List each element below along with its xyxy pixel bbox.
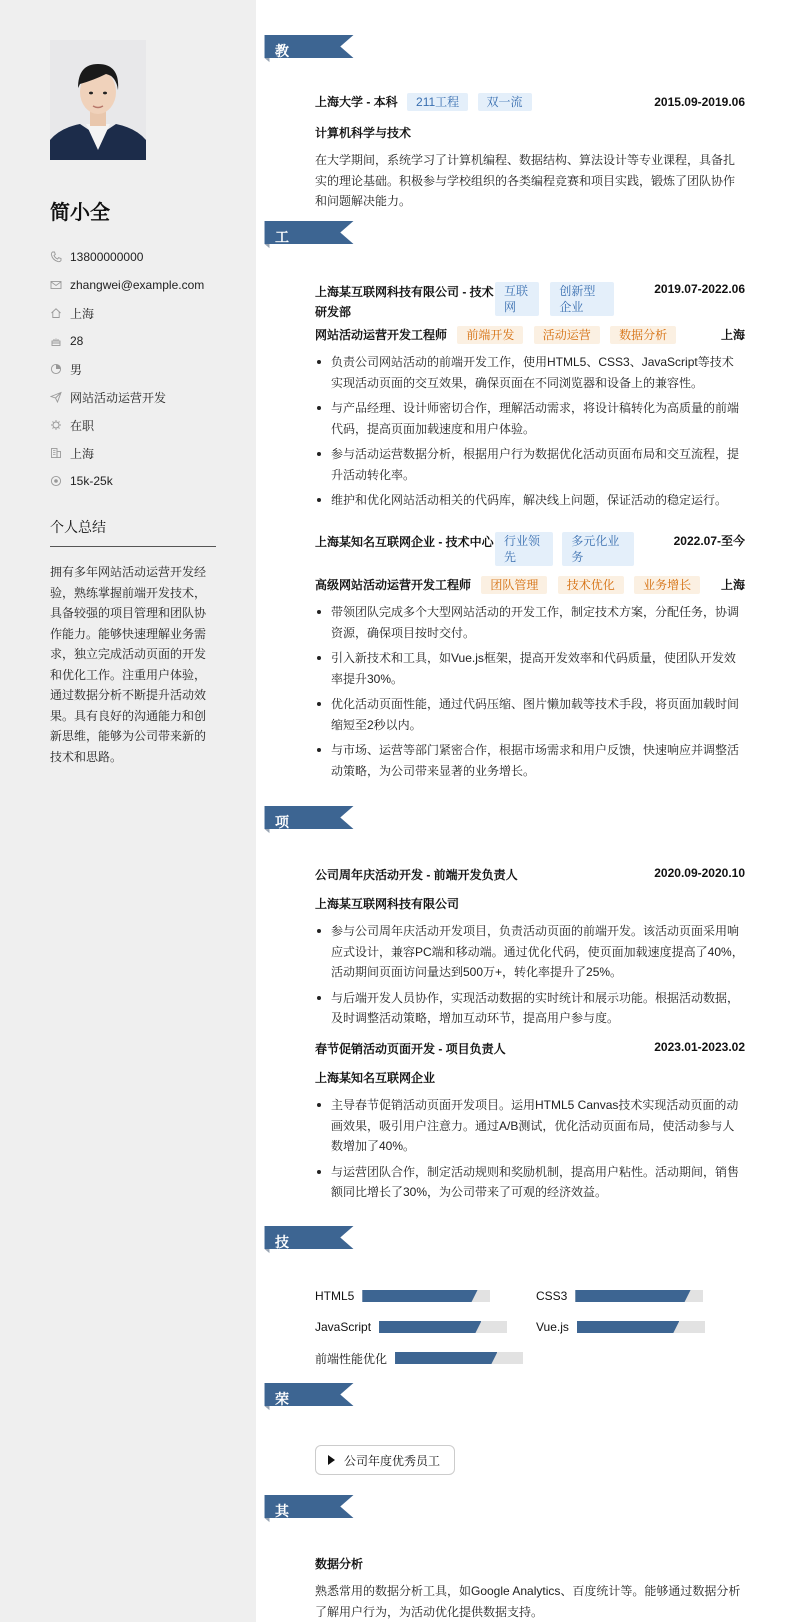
skill-item	[315, 1351, 523, 1365]
list-item: 维护和优化网站活动相关的代码库，解决线上问题，保证活动的稳定运行。	[315, 490, 745, 511]
contact-email-value: zhangwei@example.com	[70, 278, 205, 292]
list-item: 优化活动页面性能，通过代码压缩、图片懒加载等技术手段，将页面加载时间缩短至2秒以内。	[315, 694, 745, 735]
send-icon	[50, 391, 62, 403]
skill-name: HTML5	[315, 1289, 355, 1303]
work-date: 2022.07-至今	[673, 534, 745, 548]
school-name: 上海大学 - 本科	[315, 95, 398, 109]
contact-status-value: 在职	[70, 418, 95, 433]
contact-city	[50, 439, 220, 467]
work-role-row	[315, 326, 745, 346]
other-desc: 熟悉常用的数据分析工具，如Google Analytics、百度统计等。能够通过数据分析了解用户行为，为活动优化提供数据支持。	[315, 1584, 741, 1619]
list-item: 参与活动运营数据分析，根据用户行为数据优化活动页面布局和交互流程，提升活动转化率。	[315, 444, 745, 485]
skill-bar	[379, 1321, 507, 1333]
phone-icon	[50, 251, 62, 263]
education-desc: 在大学期间，系统学习了计算机编程、数据结构、算法设计等专业课程，具备扎实的理论基础。积极参与学校组织的各类编程竞赛和项目实践，锻炼了团队协作和问题解决能力。	[315, 153, 736, 208]
work-company: 上海某知名互联网企业 - 技术中心	[315, 535, 494, 549]
work-date: 2019.07-2022.06	[654, 282, 745, 296]
section-skills-title: 技能专长	[275, 1234, 289, 1310]
skill-item	[315, 1289, 490, 1303]
work-tag: 行业领先	[495, 532, 553, 566]
skill-bar	[577, 1321, 705, 1333]
list-item: 负责公司网站活动的前端开发工作，使用HTML5、CSS3、JavaScript等技术实现活动页面的交互效果，确保页面在不同浏览器和设备上的兼容性。	[315, 352, 745, 393]
section-work-title: 工作经历	[275, 229, 289, 305]
skill-name: JavaScript	[315, 1320, 372, 1334]
avatar	[50, 40, 146, 160]
skill-name: 前端性能优化	[315, 1351, 388, 1366]
list-item: 带领团队完成多个大型网站活动的开发工作，制定技术方案，分配任务，协调资源，确保项目按时交付。	[315, 602, 745, 643]
list-item: 主导春节促销活动页面开发项目。运用HTML5 Canvas技术实现活动页面的动画效果，吸引用户注意力。通过A/B测试，优化活动页面布局，使活动参与人数增加了40%。	[315, 1095, 745, 1157]
role-tag: 前端开发	[457, 326, 523, 344]
project-header	[315, 866, 745, 884]
contact-salary	[50, 467, 220, 495]
work-role: 网站活动运营开发工程师	[315, 328, 448, 342]
project-date: 2020.09-2020.10	[654, 866, 745, 880]
work-tags	[495, 282, 625, 316]
education-header	[315, 93, 745, 113]
play-icon	[328, 1455, 335, 1465]
section-flag	[255, 1383, 363, 1411]
work-tag: 创新型企业	[550, 282, 614, 316]
section-flag	[255, 1495, 363, 1523]
project-title: 公司周年庆活动开发 - 前端开发负责人	[315, 868, 518, 882]
sidebar	[0, 0, 256, 1622]
work-bullets	[315, 352, 745, 516]
section-education-title: 教育经历	[275, 43, 289, 119]
section-other-title: 其他信息	[275, 1503, 289, 1579]
mail-icon	[50, 279, 62, 291]
project-bullets	[315, 921, 745, 1034]
contact-phone	[50, 243, 220, 271]
contact-home-value: 上海	[70, 306, 95, 321]
contact-salary-value: 15k-25k	[70, 474, 113, 488]
section-flag	[255, 35, 363, 63]
skill-name: CSS3	[536, 1289, 568, 1303]
work-bullets	[315, 602, 745, 786]
contact-email	[50, 271, 220, 299]
contact-job-value: 网站活动运营开发	[70, 390, 167, 405]
project-company: 上海某互联网科技有限公司	[315, 897, 460, 911]
skill-bar-fill	[362, 1290, 477, 1302]
role-tag: 团队管理	[481, 576, 547, 594]
list-item: 参与公司周年庆活动开发项目，负责活动页面的前端开发。该活动页面采用响应式设计，兼容PC端和移动端。通过优化代码，使页面加载速度提高了40%，活动期间页面访问量达到500万+，转化率提升了25%。	[315, 921, 745, 983]
education-tag: 双一流	[478, 93, 532, 111]
skill-item	[315, 1320, 507, 1334]
role-tag: 技术优化	[558, 576, 624, 594]
work-tag: 多元化业务	[562, 532, 634, 566]
award-label: 公司年度优秀员工	[344, 1453, 441, 1468]
list-item: 与产品经理、设计师密切合作，理解活动需求，将设计稿转化为高质量的前端代码，提高页面加载速度和用户体验。	[315, 398, 745, 439]
section-flag	[255, 1226, 363, 1254]
contact-gender-value: 男	[70, 362, 83, 377]
work-entry-2	[315, 532, 745, 572]
building-icon	[50, 447, 62, 459]
skill-bar	[362, 1290, 490, 1302]
project-header	[315, 1040, 745, 1058]
work-location: 上海	[720, 578, 745, 592]
person-name: 简小全	[50, 202, 110, 224]
section-honors-title: 荣誉奖项	[275, 1391, 289, 1467]
cake-icon	[50, 335, 62, 347]
contact-age-value: 28	[70, 334, 84, 348]
list-item: 引入新技术和工具，如Vue.js框架，提高开发效率和代码质量，使团队开发效率提升30%。	[315, 648, 745, 689]
other-title: 数据分析	[315, 1557, 364, 1571]
work-role-row	[315, 576, 745, 596]
section-flag	[255, 806, 363, 834]
award-item[interactable]	[315, 1445, 455, 1475]
contact-list	[50, 243, 220, 495]
project-bullets	[315, 1095, 745, 1208]
skill-bar	[395, 1352, 523, 1364]
education-date: 2015.09-2019.06	[654, 95, 745, 109]
skill-bar-fill	[395, 1352, 497, 1364]
skill-bar-fill	[379, 1321, 481, 1333]
contact-gender	[50, 355, 220, 383]
role-tag: 活动运营	[534, 326, 600, 344]
role-tag: 数据分析	[610, 326, 676, 344]
project-date: 2023.01-2023.02	[654, 1040, 745, 1054]
list-item: 与运营团队合作，制定活动规则和奖励机制，提高用户粘性。活动期间，销售额同比增长了30%，为公司带来了可观的经济效益。	[315, 1162, 745, 1203]
skill-item	[536, 1320, 705, 1334]
salary-icon	[50, 475, 62, 487]
work-role: 高级网站活动运营开发工程师	[315, 578, 472, 592]
home-icon	[50, 307, 62, 319]
skill-bar	[575, 1290, 703, 1302]
contact-job	[50, 383, 220, 411]
skill-bar-fill	[575, 1290, 690, 1302]
work-company: 上海某互联网科技有限公司 - 技术研发部	[315, 285, 494, 319]
education-tag: 211工程	[407, 93, 468, 111]
education-major: 计算机科学与技术	[315, 126, 412, 140]
work-entry-1	[315, 282, 745, 322]
contact-age	[50, 327, 220, 355]
contact-phone-value: 13800000000	[70, 250, 144, 264]
section-projects-title: 项目经历	[275, 814, 289, 890]
work-tags	[495, 532, 645, 566]
section-flag	[255, 221, 363, 249]
role-tag: 业务增长	[634, 576, 700, 594]
summary-title: 个人总结	[50, 517, 216, 547]
list-item: 与市场、运营等部门紧密合作，根据市场需求和用户反馈，快速响应并调整活动策略，为公司带来显著的业务增长。	[315, 740, 745, 781]
gender-icon	[50, 363, 62, 375]
contact-home	[50, 299, 220, 327]
skill-bar-fill	[577, 1321, 679, 1333]
skill-name: Vue.js	[536, 1320, 569, 1334]
contact-city-value: 上海	[70, 446, 95, 461]
skill-item	[536, 1289, 703, 1303]
list-item: 与后端开发人员协作，实现活动数据的实时统计和展示功能。根据活动数据，及时调整活动策略，增加互动环节，提高用户参与度。	[315, 988, 745, 1029]
summary-text: 拥有多年网站活动运营开发经验，熟练掌握前端开发技术，具备较强的项目管理和团队协作能力。能够快速理解业务需求，独立完成活动页面的开发和优化工作。注重用户体验，通过数据分析不断提升活动效果。具有良好的沟通能力和创新思维，能够为公司带来新的技术和思路。	[50, 565, 207, 764]
status-icon	[50, 419, 62, 431]
project-title: 春节促销活动页面开发 - 项目负责人	[315, 1042, 506, 1056]
work-location: 上海	[720, 328, 745, 342]
contact-status	[50, 411, 220, 439]
work-tag: 互联网	[495, 282, 539, 316]
project-company: 上海某知名互联网企业	[315, 1071, 436, 1085]
